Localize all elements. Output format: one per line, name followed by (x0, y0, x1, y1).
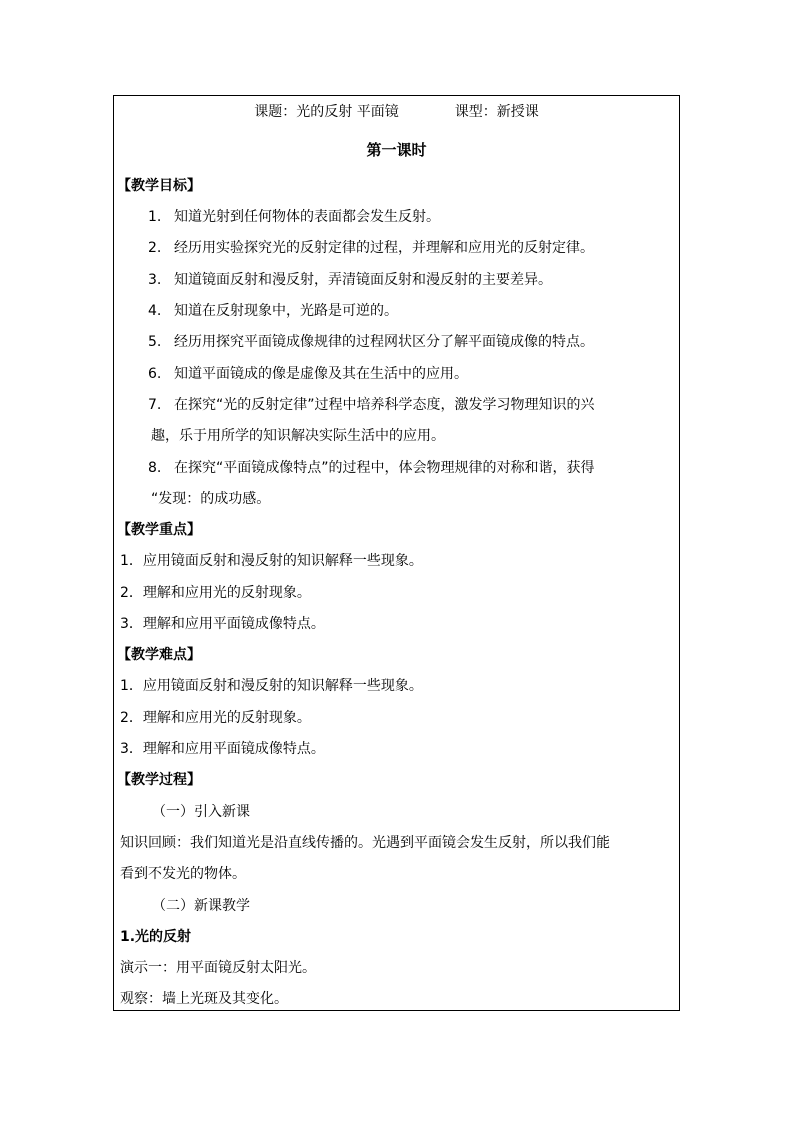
header-row (114, 102, 679, 122)
key-point-2: 2．理解和应用光的反射现象。 (120, 585, 311, 601)
objective-item-5: 5. 经历用探究平面镜成像规律的过程网状区分了解平面镜成像的特点。 (148, 334, 594, 350)
objective-item-4: 4. 知道在反射现象中，光路是可逆的。 (148, 303, 398, 319)
objective-item-2: 2. 经历用实验探究光的反射定律的过程，并理解和应用光的反射定律。 (148, 240, 594, 256)
lesson-plan-table (113, 95, 680, 1011)
objective-item-6: 6. 知道平面镜成的像是虚像及其在生活中的应用。 (148, 366, 468, 382)
demo-text: 演示一：用平面镜反射太阳光。 (120, 960, 316, 976)
lesson-title: 第一课时 (366, 141, 427, 159)
difficulty-1: 1．应用镜面反射和漫反射的知识解释一些现象。 (120, 678, 423, 694)
objective-item-8: 8. 在探究“平面镜成像特点”的过程中，体会物理规律的对称和谐，获得 (148, 460, 595, 476)
difficulty-2: 2．理解和应用光的反射现象。 (120, 710, 311, 726)
review-text-line-2: 看到不发光的物体。 (120, 866, 246, 882)
new-lesson-step: （二）新课教学 (152, 898, 250, 914)
objective-item-1: 1. 知道光射到任何物体的表面都会发生反射。 (148, 209, 440, 225)
reflection-subheading: 1.光的反射 (120, 929, 192, 945)
lesson-type-label: 课型：新授课 (454, 104, 539, 120)
difficulties-heading: 【教学难点】 (117, 647, 201, 663)
objectives-heading: 【教学目标】 (117, 178, 201, 194)
difficulty-3: 3．理解和应用平面镜成像特点。 (120, 741, 325, 757)
observe-text: 观察：墙上光斑及其变化。 (120, 991, 288, 1007)
objective-item-7-continued: 趣，乐于用所学的知识解决实际生活中的应用。 (151, 428, 445, 444)
key-points-heading: 【教学重点】 (117, 522, 201, 538)
objective-item-7: 7. 在探究“光的反射定律”过程中培养科学态度，激发学习物理知识的兴 (148, 397, 595, 413)
topic-label: 课题：光的反射 平面镜 (254, 104, 399, 120)
objective-item-3: 3. 知道镜面反射和漫反射，弄清镜面反射和漫反射的主要差异。 (148, 272, 552, 288)
key-point-1: 1．应用镜面反射和漫反射的知识解释一些现象。 (120, 553, 423, 569)
intro-step: （一）引入新课 (152, 804, 250, 820)
process-heading: 【教学过程】 (117, 772, 201, 788)
objective-item-8-continued: “发现：的成功感。 (151, 491, 271, 507)
review-text-line-1: 知识回顾：我们知道光是沿直线传播的。光遇到平面镜会发生反射，所以我们能 (120, 835, 610, 851)
key-point-3: 3．理解和应用平面镜成像特点。 (120, 616, 325, 632)
